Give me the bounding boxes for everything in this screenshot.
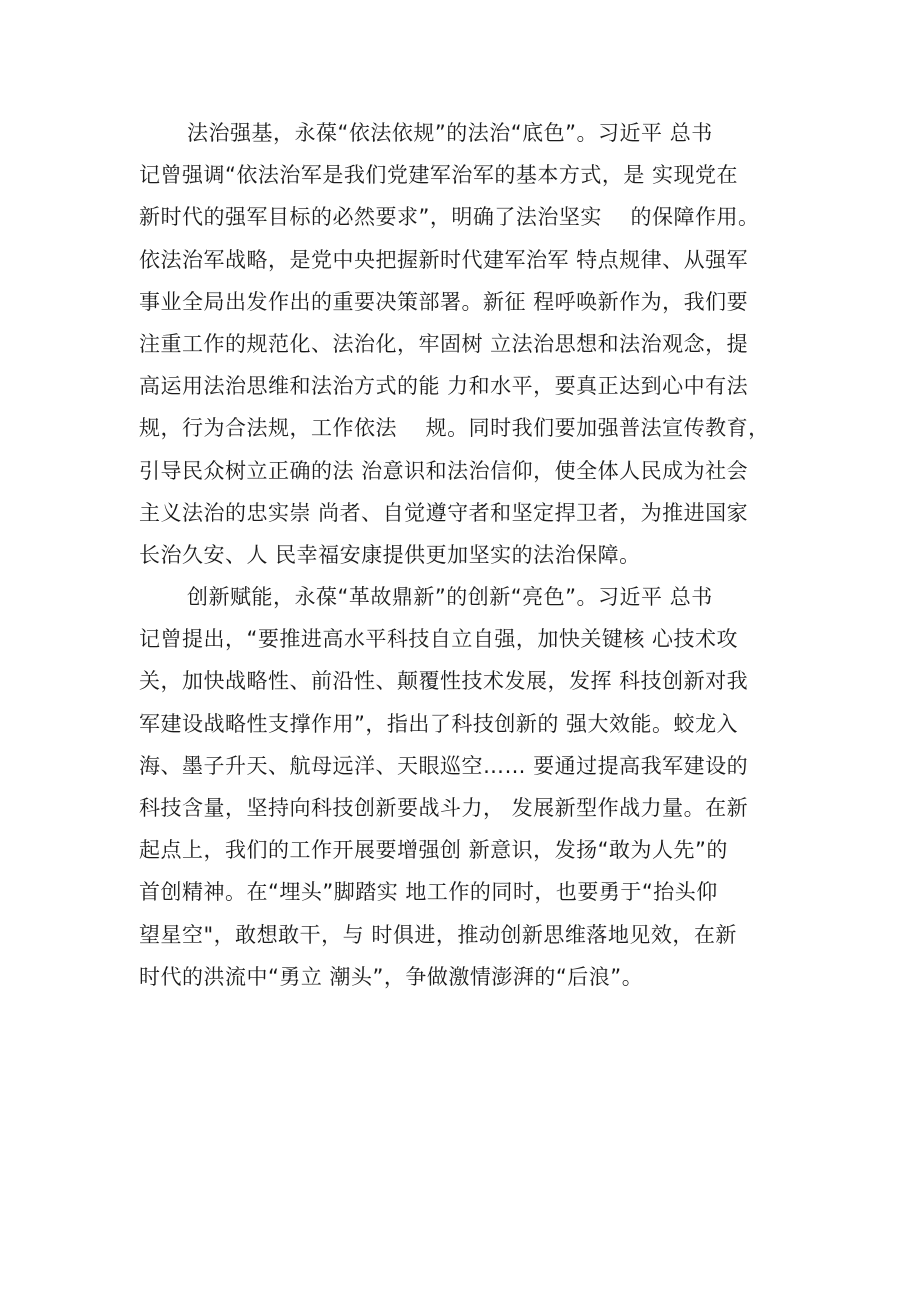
paragraph-1-line-9: 引导民众树立正确的法 治意识和法治信仰，使全体人民成为社会 bbox=[139, 458, 749, 483]
paragraph-1-line-4: 依法治军战略，是党中央把握新时代建军治军 特点规律、从强军 bbox=[139, 247, 749, 272]
paragraph-1-line-3: 新时代的强军目标的必然要求”，明确了法治坚实 的保障作用。 bbox=[139, 205, 760, 230]
paragraph-1-line-2: 记曾强调“依法治军是我们党建军治军的基本方式，是 实现党在 bbox=[139, 163, 739, 188]
paragraph-1-line-10: 主义法治的忠实崇 尚者、自觉遵守者和坚定捍卫者，为推进国家 bbox=[139, 500, 749, 525]
paragraph-1-line-5: 事业全局出发作出的重要决策部署。新征 程呼唤新作为，我们要 bbox=[139, 289, 749, 314]
paragraph-1-line-6: 注重工作的规范化、法治化，牢固树 立法治思想和法治观念，提 bbox=[139, 331, 749, 356]
paragraph-2-line-9: 望星空"，敢想敢干，与 时俱进，推动创新思维落地见效，在新 bbox=[139, 922, 737, 947]
paragraph-1-line-11: 长治久安、人 民幸福安康提供更加坚实的法治保障。 bbox=[139, 542, 641, 567]
document-body bbox=[139, 112, 819, 998]
paragraph-2-line-8: 首创精神。在“埋头”脚踏实 地工作的同时，也要勇于“抬头仰 bbox=[139, 880, 718, 905]
paragraph-1-line-7: 高运用法治思维和法治方式的能 力和水平，要真正达到心中有法 bbox=[139, 374, 749, 399]
paragraph-2-line-6: 科技含量，坚持向科技创新要战斗力， 发展新型作战力量。在新 bbox=[139, 796, 749, 820]
paragraph-1-line-1: 法治强基，永葆“依法依规”的法治“底色”。习近平 总书 bbox=[187, 121, 713, 145]
paragraph-2-line-3: 关，加快战略性、前沿性、颠覆性技术发展，发挥 科技创新对我 bbox=[139, 669, 749, 694]
paragraph-2-line-10: 时代的洪流中“勇立 潮头”，争做激情澎湃的“后浪”。 bbox=[139, 964, 644, 989]
paragraph-2-line-5: 海、墨子升天、航母远洋、天眼巡空…… 要通过提高我军建设的 bbox=[139, 753, 749, 778]
paragraph-2-line-1: 创新赋能，永葆“革故鼎新”的创新“亮色”。习近平 总书 bbox=[187, 585, 713, 610]
paragraph-2-line-4: 军建设战略性支撑作用”，指出了科技创新的 强大效能。蛟龙入 bbox=[139, 711, 739, 736]
paragraph-1-line-8: 规，行为合法规，工作依法 规。同时我们要加强普法宣传教育， bbox=[139, 416, 770, 441]
paragraph-2-line-7: 起点上，我们的工作开展要增强创 新意识，发扬“敢为人先”的 bbox=[139, 838, 728, 863]
paragraph-2-line-2: 记曾提出，“要推进高水平科技自立自强，加快关键核 心技术攻 bbox=[139, 627, 739, 652]
